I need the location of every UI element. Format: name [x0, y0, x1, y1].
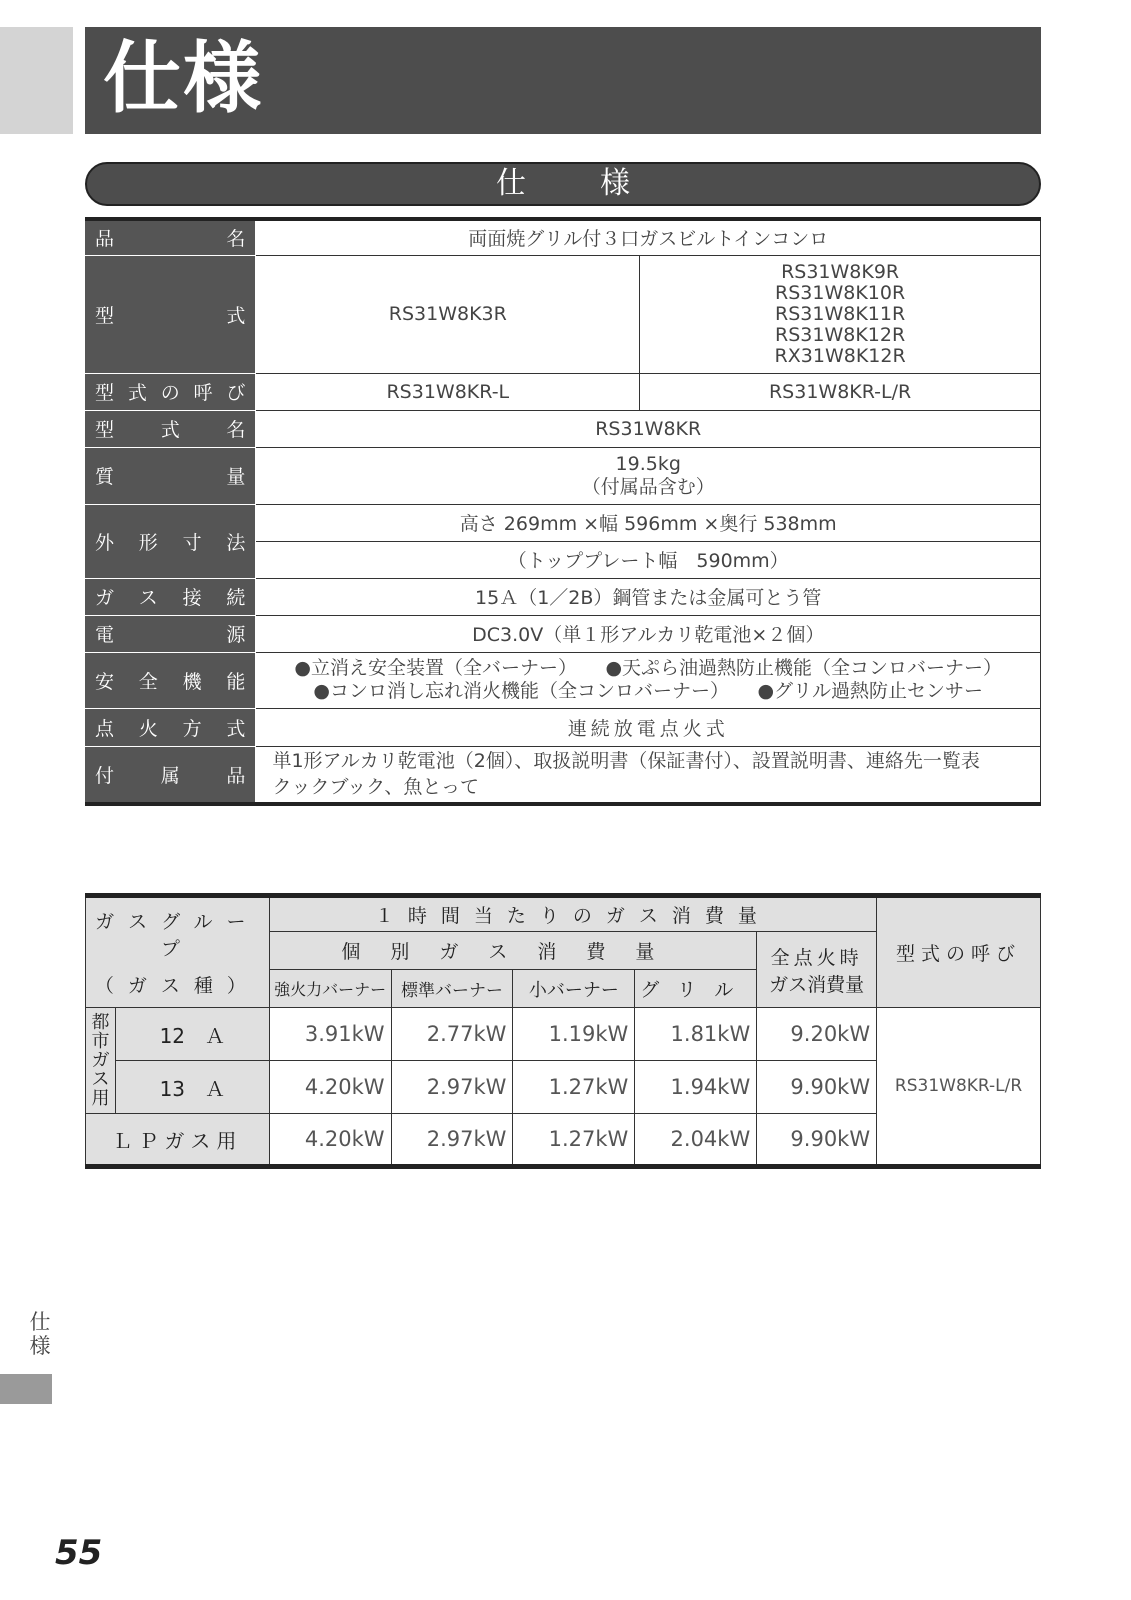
- mass-note: （付属品含む）: [581, 475, 715, 498]
- column-header: 小バーナー: [513, 970, 635, 1008]
- spec-label-text: 型 式: [95, 304, 246, 327]
- spec-label-text: 品 名: [95, 228, 246, 251]
- value-cell: 9.20kW: [757, 1008, 877, 1061]
- spec-row-mass: [85, 447, 1041, 504]
- spec-row-power: [85, 615, 1041, 652]
- spec-label-text: 付 属 品: [95, 764, 246, 787]
- spec-table: [85, 217, 1041, 806]
- column-header: 強火力バーナー: [269, 970, 391, 1008]
- page-title: 仕様: [103, 34, 264, 124]
- spec-value: 高さ 269mm ×幅 596mm ×奥行 538mm: [256, 504, 1041, 541]
- all-on-label: 全点火時: [770, 946, 863, 969]
- spec-row-gas-connection: [85, 578, 1041, 615]
- model-item: RS31W8K10R: [775, 281, 906, 304]
- section-title: 仕 様: [496, 166, 652, 201]
- value-cell: 2.97kW: [391, 1114, 513, 1167]
- value-cell: 1.94kW: [635, 1061, 757, 1114]
- value-cell: 2.97kW: [391, 1061, 513, 1114]
- value-cell: 2.04kW: [635, 1114, 757, 1167]
- spec-row-dimensions: [85, 504, 1041, 541]
- value-cell: 1.81kW: [635, 1008, 757, 1061]
- spec-label-text: 電 源: [95, 624, 246, 646]
- column-header: 標準バーナー: [391, 970, 513, 1008]
- spec-label-text: 点 火 方 式: [95, 717, 246, 740]
- model-item: RX31W8K12R: [774, 344, 906, 367]
- gas-name: 13 Ａ: [115, 1061, 269, 1114]
- value-cell: 1.27kW: [513, 1061, 635, 1114]
- value-cell: 2.77kW: [391, 1008, 513, 1061]
- value-cell: 4.20kW: [269, 1114, 391, 1167]
- spec-label: [85, 652, 256, 708]
- spec-row-model: [85, 255, 1041, 373]
- value-cell: 3.91kW: [269, 1008, 391, 1061]
- spec-row-model-name: [85, 410, 1041, 447]
- model-item: RS31W8K12R: [775, 323, 906, 346]
- column-header: グリル: [635, 970, 757, 1008]
- model-call-value: RS31W8KR-L/R: [877, 1008, 1041, 1167]
- spec-value: RS31W8KR-L/R: [640, 373, 1041, 410]
- section-heading: [85, 162, 1041, 206]
- model-call-header: 型式の呼び: [877, 896, 1041, 1008]
- spec-value: RS31W8K3R: [256, 255, 640, 373]
- spec-label: [85, 578, 256, 615]
- spec-label-text: 質 量: [95, 466, 246, 488]
- page-number: 55: [55, 1533, 103, 1573]
- spec-label: [85, 219, 256, 255]
- accessories-line: 単1形アルカリ乾電池（2個）、取扱説明書（保証書付）、設置説明書、連絡先一覧表: [272, 750, 980, 773]
- spec-label: [85, 255, 256, 373]
- spec-label: [85, 373, 256, 410]
- gas-group-label: ガスグループ: [95, 911, 260, 960]
- all-on-label: ガス消費量: [769, 973, 865, 996]
- gas-type-label: （ガス種）: [94, 975, 260, 997]
- spec-row-model-call: [85, 373, 1041, 410]
- spec-label-text: 外 形 寸 法: [95, 531, 246, 554]
- side-tab: [0, 27, 73, 134]
- spec-value: [256, 746, 1041, 804]
- spec-value: [256, 652, 1041, 708]
- spec-label-text: 型 式 名: [95, 419, 246, 441]
- value-cell: 9.90kW: [757, 1061, 877, 1114]
- spec-row-safety: [85, 652, 1041, 708]
- spec-value: [256, 447, 1041, 504]
- spec-value: RS31W8KR: [256, 410, 1041, 447]
- spec-value: 15Ａ（1／2B）鋼管または金属可とう管: [256, 578, 1041, 615]
- spec-label: [85, 504, 256, 578]
- value-cell: 1.19kW: [513, 1008, 635, 1061]
- spec-label-text: 安 全 機 能: [95, 670, 246, 693]
- city-gas-label: 都市ガス用: [86, 1008, 116, 1114]
- gas-consumption-table: [85, 893, 1041, 1169]
- all-on-header: [757, 932, 877, 1008]
- accessories-line: クックブック、魚とって: [272, 776, 479, 799]
- section-tab-label: 仕様: [29, 1310, 51, 1358]
- spec-label-text: 型 式 の 呼 び: [95, 382, 246, 404]
- individual-consumption-header: 個別ガス消費量: [269, 932, 757, 970]
- spec-value: （トッププレート幅 590mm）: [256, 541, 1041, 578]
- safety-line: ●立消え安全装置（全バーナー） ●天ぷら油過熱防止機能（全コンロバーナー）: [294, 657, 1003, 679]
- section-tab-marker: [0, 1374, 52, 1404]
- value-cell: 1.27kW: [513, 1114, 635, 1167]
- spec-label-text: ガ ス 接 続: [95, 587, 246, 609]
- spec-row-product-name: [85, 219, 1041, 255]
- model-item: RS31W8K9R: [781, 260, 900, 283]
- gas-name: 12 Ａ: [115, 1008, 269, 1061]
- spec-label: [85, 746, 256, 804]
- spec-label: [85, 615, 256, 652]
- safety-line: ●コンロ消し忘れ消火機能（全コンロバーナー） ●グリル過熱防止センサー: [313, 680, 984, 702]
- spec-label: [85, 447, 256, 504]
- spec-value: 両面焼グリル付３口ガスビルトインコンロ: [256, 219, 1041, 255]
- model-item: RS31W8K11R: [775, 302, 906, 325]
- table-row: [86, 1008, 1041, 1061]
- spec-value: RS31W8KR-L: [256, 373, 640, 410]
- gas-group-header: [86, 896, 270, 1008]
- spec-row-ignition: [85, 708, 1041, 746]
- spec-value: DC3.0V（単１形アルカリ乾電池×２個）: [256, 615, 1041, 652]
- value-cell: 4.20kW: [269, 1061, 391, 1114]
- value-cell: 9.90kW: [757, 1114, 877, 1167]
- hourly-consumption-header: １時間当たりのガス消費量: [269, 896, 876, 932]
- spec-row-accessories: [85, 746, 1041, 804]
- spec-value: 連続放電点火式: [256, 708, 1041, 746]
- spec-value-list: [640, 255, 1041, 373]
- gas-header-row: [86, 896, 1041, 932]
- header-bar: [85, 27, 1041, 134]
- spec-label: [85, 410, 256, 447]
- mass-value: 19.5kg: [615, 452, 681, 475]
- gas-name: ＬＰガス用: [86, 1114, 270, 1167]
- spec-label: [85, 708, 256, 746]
